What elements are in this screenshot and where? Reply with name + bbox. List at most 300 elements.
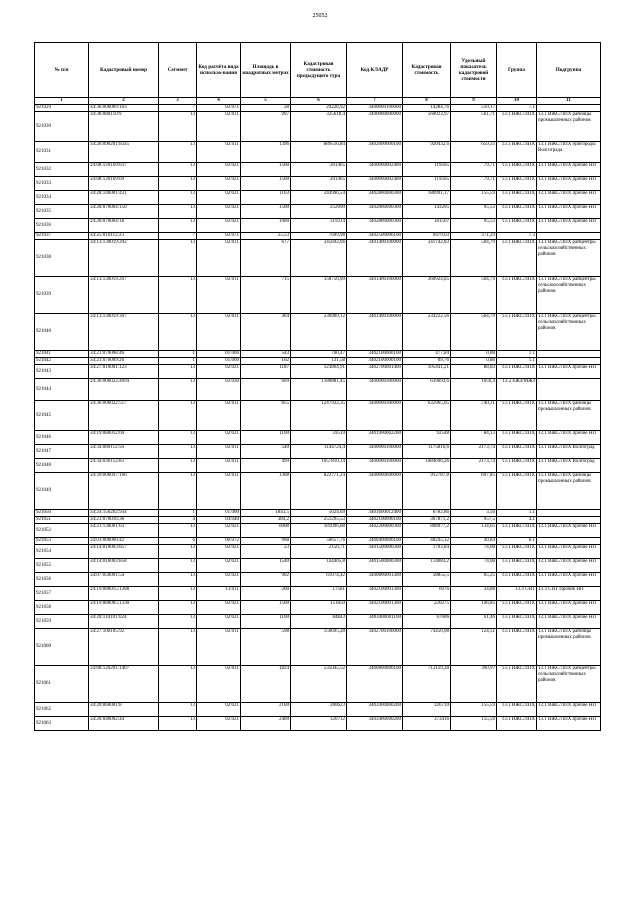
segment-cell: 13: [159, 431, 197, 445]
table-row: [35, 559, 601, 573]
cadastral-cost-cell: 14284,76: [403, 105, 451, 112]
group-cell: 7.1: [497, 105, 537, 112]
cadastral-number-cell: 34:28:070004:18: [89, 219, 159, 233]
segment-cell: 6: [159, 538, 197, 545]
specific-cost-cell: 134,65: [451, 524, 497, 538]
table-row: [35, 358, 601, 365]
row-number-cell: 921047: [35, 445, 89, 459]
subgroup-cell: [537, 517, 601, 524]
row-number-cell: 921048: [35, 459, 89, 473]
column-header: Кадастровая стоимость предыдущего тура: [291, 43, 347, 98]
usage-code-cell: 02:021: [197, 219, 241, 233]
row-number-cell: 921057: [35, 587, 89, 601]
cadastral-number-cell: 34:13:130019:297: [89, 277, 159, 314]
area-cell: 1100: [241, 431, 291, 445]
table-row: [35, 587, 601, 601]
specific-cost-cell: 561,71: [451, 112, 497, 142]
cadastral-cost-cell: 180991,17: [403, 191, 451, 205]
subgroup-cell: 13.1 ИЖС/ЛПХ прочие НП: [537, 205, 601, 219]
previous-cost-cell: 84843: [291, 615, 347, 629]
area-cell: 25,53: [241, 233, 291, 240]
column-number: 8: [403, 98, 451, 105]
previous-cost-cell: 29228,92: [291, 105, 347, 112]
group-cell: 13.1 ИЖС/ЛПХ: [497, 559, 537, 573]
table-row: [35, 205, 601, 219]
segment-cell: 13: [159, 277, 197, 314]
segment-cell: 7: [159, 105, 197, 112]
specific-cost-cell: 3,56: [451, 510, 497, 517]
previous-cost-cell: 7609,98: [291, 233, 347, 240]
cadastral-number-cell: 34:14:010003:857: [89, 545, 159, 559]
area-cell: 1500: [241, 163, 291, 177]
subgroup-cell: [537, 105, 601, 112]
cadastral-cost-cell: 1703,84: [403, 545, 451, 559]
area-cell: 23: [241, 545, 291, 559]
cadastral-cost-cell: 114083,2: [403, 559, 451, 573]
area-cell: 968: [241, 538, 291, 545]
usage-code-cell: 13:011: [197, 587, 241, 601]
previous-cost-cell: 2156,71: [291, 545, 347, 559]
subgroup-cell: 13.1 ИЖС/ЛПХ прочие НП: [537, 573, 601, 587]
segment-cell: 13: [159, 573, 197, 587]
segment-cell: 1: [159, 358, 197, 365]
table-row: [35, 573, 601, 587]
previous-cost-cell: 535045,52: [291, 666, 347, 703]
area-cell: 715: [241, 277, 291, 314]
area-cell: 609: [241, 379, 291, 401]
kladr-code-cell: 3402700100000: [347, 629, 403, 666]
table-row: [35, 510, 601, 517]
specific-cost-cell: 95,53: [451, 219, 497, 233]
usage-code-cell: 06:072: [197, 538, 241, 545]
row-number-cell: 921040: [35, 314, 89, 351]
cadastral-cost-cell: 6782,86: [403, 510, 451, 517]
usage-code-cell: 01:000: [197, 510, 241, 517]
row-number-cell: 921056: [35, 573, 89, 587]
group-cell: 13.1 ИЖС/ЛПХ: [497, 524, 537, 538]
cadastral-cost-cell: 326739: [403, 703, 451, 717]
kladr-code-cell: 3401500000300: [347, 559, 403, 573]
specific-cost-cell: 74,08: [451, 559, 497, 573]
subgroup-cell: 13.1 ИЖС/ЛПХ Волгоград: [537, 459, 601, 473]
subgroup-cell: 13.1 ИЖС/ЛПХ прочие НП: [537, 219, 601, 233]
row-number-cell: 921063: [35, 717, 89, 731]
subgroup-cell: 13.1 ИЖС/ЛПХ районцы промышленных районов: [537, 629, 601, 666]
subgroup-cell: [537, 510, 601, 517]
specific-cost-cell: 0,88: [451, 351, 497, 358]
group-cell: 13.2 ЕЖЗ/МЖЗ: [497, 379, 537, 401]
segment-cell: 13: [159, 587, 197, 601]
table-row: [35, 105, 601, 112]
table-row: [35, 314, 601, 351]
previous-cost-cell: 59510: [291, 431, 347, 445]
group-cell: 13.1 ИЖС/ЛПХ: [497, 277, 537, 314]
segment-cell: 13: [159, 445, 197, 459]
kladr-code-cell: 3400400000100: [347, 538, 403, 545]
table-row: [35, 629, 601, 666]
area-cell: 6008: [241, 524, 291, 538]
specific-cost-cell: 79,71: [451, 163, 497, 177]
row-number-cell: 921029: [35, 105, 89, 112]
usage-code-cell: 02:021: [197, 573, 241, 587]
row-number-cell: 921045: [35, 401, 89, 431]
segment-cell: 4: [159, 517, 197, 524]
kladr-code-cell: 3400000100000: [347, 105, 403, 112]
cadastral-number-cell: 34:24:150202:934: [89, 510, 159, 517]
column-header: Площадь в квадратных метрах: [241, 43, 291, 98]
kladr-code-cell: 3401600012400: [347, 510, 403, 517]
area-cell: 384,2: [241, 517, 291, 524]
segment-cell: 13: [159, 163, 197, 177]
specific-cost-cell: 390,97: [451, 666, 497, 703]
kladr-code-cell: 3402500000100: [347, 233, 403, 240]
cadastral-number-cell: 34:21:070009:26: [89, 358, 159, 365]
group-cell: 13.1 ИЖС/ЛПХ: [497, 445, 537, 459]
subgroup-cell: 13.1 ИЖС/ЛПХ райцентры сельскохозяйственных районов: [537, 314, 601, 351]
row-number-cell: 921058: [35, 601, 89, 615]
area-cell: 1163: [241, 191, 291, 205]
area-cell: 2400: [241, 717, 291, 731]
cadastral-number-cell: 34:13:130019:307: [89, 314, 159, 351]
cadastral-cost-cell: 1175816,6: [403, 445, 451, 459]
table-row: [35, 601, 601, 615]
kladr-code-cell: 3400000002400: [347, 163, 403, 177]
usage-code-cell: 02:011: [197, 445, 241, 459]
previous-cost-cell: 131,58: [291, 358, 347, 365]
previous-cost-cell: 123864,91: [291, 365, 347, 379]
cadastral-number-cell: 34:27:100105:92: [89, 629, 159, 666]
specific-cost-cell: 65,25: [451, 573, 497, 587]
cadastral-cost-cell: 808977,2: [403, 524, 451, 538]
row-number-cell: 921055: [35, 559, 89, 573]
area-cell: 1500: [241, 205, 291, 219]
specific-cost-cell: 146,85: [451, 601, 497, 615]
column-header: № п/п: [35, 43, 89, 98]
cadastral-number-cell: 34:08:120109:637: [89, 163, 159, 177]
area-cell: 1540: [241, 559, 291, 573]
row-number-cell: 921034: [35, 191, 89, 205]
cadastral-cost-cell: 220275: [403, 601, 451, 615]
row-number-cell: 921062: [35, 703, 89, 717]
column-number: 4: [197, 98, 241, 105]
specific-cost-cell: 61,46: [451, 615, 497, 629]
segment-cell: 13: [159, 459, 197, 473]
group-cell: 13.1 ИЖС/ЛПХ: [497, 717, 537, 731]
column-number: 6: [291, 98, 347, 105]
kladr-code-cell: 3402100000100: [347, 358, 403, 365]
cadastral-cost-cell: 1084696,26: [403, 459, 451, 473]
usage-code-cell: 02:071: [197, 233, 241, 240]
area-cell: 1308: [241, 473, 291, 510]
row-number-cell: 921031: [35, 142, 89, 163]
subgroup-cell: 13.1 ИЖС/ЛПХ пригороды Волгограда: [537, 142, 601, 163]
area-cell: 28: [241, 105, 291, 112]
group-cell: 13.1 ИЖС/ЛПХ: [497, 629, 537, 666]
previous-cost-cell: 151850: [291, 601, 347, 615]
cadastral-cost-cell: 48245,12: [403, 538, 451, 545]
area-cell: 540: [241, 445, 291, 459]
segment-cell: 13: [159, 703, 197, 717]
cadastral-number-cell: 34:26:090201:8345: [89, 142, 159, 163]
group-cell: 1.1: [497, 351, 537, 358]
cadastral-number-cell: 34:34:080112:50: [89, 445, 159, 459]
cadastral-number-cell: 34:21:070008:46: [89, 351, 159, 358]
usage-code-cell: 02:011: [197, 277, 241, 314]
table-row: [35, 277, 601, 314]
specific-cost-cell: 155,59: [451, 703, 497, 717]
cadastral-cost-cell: 920432,6: [403, 142, 451, 163]
cadastral-number-cell: 34:38:080110:9: [89, 112, 159, 142]
specific-cost-cell: 371,29: [451, 233, 497, 240]
row-number-cell: 921049: [35, 473, 89, 510]
subgroup-cell: 13.1 ИЖС/ЛПХ райцентры сельскохозяйственных районов: [537, 277, 601, 314]
previous-cost-cell: 17581: [291, 587, 347, 601]
segment-cell: 13: [159, 559, 197, 573]
cadastral-number-cell: 34:36:000009:103: [89, 105, 159, 112]
specific-cost-cell: 95,53: [451, 205, 497, 219]
cadastral-number-cell: 34:28:070004:150: [89, 205, 159, 219]
subgroup-cell: 13.1 ИЖС/ЛПХ райцентры сельскохозяйственных районов: [537, 666, 601, 703]
kladr-code-cell: 3402100001300: [347, 587, 403, 601]
specific-cost-cell: 697,85: [451, 473, 497, 510]
group-cell: 13.1 ИЖС/ЛПХ: [497, 163, 537, 177]
group-cell: 13.1 ИЖС/ЛПХ: [497, 219, 537, 233]
group-cell: 13.1 ИЖС/ЛПХ: [497, 545, 537, 559]
subgroup-cell: 13.1 ИЖС/ЛПХ районцы промышленных районов: [537, 112, 601, 142]
subgroup-cell: [537, 358, 601, 365]
subgroup-cell: 13.1 ИЖС/ЛПХ прочие НП: [537, 524, 601, 538]
kladr-code-cell: 3400000300000: [347, 401, 403, 431]
table-row: [35, 524, 601, 538]
area-cell: 1500: [241, 601, 291, 615]
group-cell: 13.1 ИЖС/ЛПХ: [497, 112, 537, 142]
cadastral-cost-cell: 367871,2: [403, 517, 451, 524]
row-number-cell: 921039: [35, 277, 89, 314]
row-number-cell: 921042: [35, 358, 89, 365]
column-header: Подгруппа: [537, 43, 601, 98]
segment-cell: 13: [159, 191, 197, 205]
subgroup-cell: 13.1 ИЖС/ЛПХ райцентры сельскохозяйственных районов: [537, 240, 601, 277]
usage-code-cell: 02:011: [197, 473, 241, 510]
segment-cell: 13: [159, 205, 197, 219]
column-header: Кадастровая стоимость: [403, 43, 451, 98]
table-row: [35, 431, 601, 445]
previous-cost-cell: 1057810,14: [291, 459, 347, 473]
usage-code-cell: 02:021: [197, 163, 241, 177]
segment-cell: 13: [159, 666, 197, 703]
table-body: [35, 105, 601, 731]
cadastral-number-cell: 34:20:060001:8: [89, 703, 159, 717]
kladr-code-cell: 3402800000300: [347, 205, 403, 219]
previous-cost-cell: 201465: [291, 177, 347, 191]
area-cell: 902: [241, 573, 291, 587]
row-number-cell: 921052: [35, 524, 89, 538]
subgroup-cell: 13.1 ИЖС/ЛПХ районцы промышленных районов: [537, 401, 601, 431]
usage-code-cell: 02:011: [197, 666, 241, 703]
area-cell: 1396: [241, 142, 291, 163]
subgroup-cell: [537, 351, 601, 358]
cadastral-cost-cell: 67606: [403, 615, 451, 629]
row-number-cell: 921054: [35, 545, 89, 559]
segment-cell: 7: [159, 233, 197, 240]
subgroup-cell: 13.1 ИЖС/ЛПХ прочие НП: [537, 601, 601, 615]
usage-code-cell: 01:000: [197, 358, 241, 365]
segment-cell: 13: [159, 142, 197, 163]
area-cell: 200: [241, 587, 291, 601]
segment-cell: 13: [159, 545, 197, 559]
segment-cell: 13: [159, 314, 197, 351]
usage-code-cell: 02:021: [197, 601, 241, 615]
previous-cost-cell: 325618,4: [291, 112, 347, 142]
segment-cell: 13: [159, 717, 197, 731]
group-cell: 13.1 ИЖС/ЛПХ: [497, 191, 537, 205]
specific-cost-cell: 124,51: [451, 629, 497, 666]
group-cell: 13.1 ИЖС/ЛПХ: [497, 601, 537, 615]
cadastral-number-cell: 34:07:050001:54: [89, 573, 159, 587]
cadastral-number-cell: 34:19:080015:1288: [89, 587, 159, 601]
previous-cost-cell: 1247932,35: [291, 401, 347, 431]
previous-cost-cell: 181096,88: [291, 524, 347, 538]
subgroup-cell: 13.1 ИЖС/ЛПХ прочие НП: [537, 559, 601, 573]
table-row: [35, 219, 601, 233]
kladr-code-cell: 3403400000200: [347, 717, 403, 731]
specific-cost-cell: 504,79: [451, 314, 497, 351]
cadastral-cost-cell: 74456,98: [403, 629, 451, 666]
group-cell: 13.1 ИЖС/ЛПХ: [497, 473, 537, 510]
cadastral-cost-cell: 92548: [403, 431, 451, 445]
header-row: [35, 43, 601, 98]
segment-cell: 13: [159, 219, 197, 233]
cadastral-number-cell: 34:14:010003:858: [89, 559, 159, 573]
cadastral-number-cell: 34:21:070016:36: [89, 517, 159, 524]
kladr-code-cell: 3401400100000: [347, 277, 403, 314]
table-row: [35, 351, 601, 358]
group-cell: 13.1 ИЖС/ЛПХ: [497, 615, 537, 629]
usage-code-cell: 02:011: [197, 112, 241, 142]
cadastral-number-cell: 34:39:000047:166: [89, 473, 159, 510]
column-header: Кадастровый номер: [89, 43, 159, 98]
subgroup-cell: 13.1 ИЖС/ЛПХ прочие НП: [537, 365, 601, 379]
cadastral-cost-cell: 105441,21: [403, 365, 451, 379]
previous-cost-cell: 201465: [291, 163, 347, 177]
specific-cost-cell: 0,88: [451, 358, 497, 365]
cadastral-cost-cell: 360924,85: [403, 277, 451, 314]
row-number-cell: 921041: [35, 351, 89, 358]
kladr-code-cell: 3402200000300: [347, 524, 403, 538]
kladr-code-cell: 3400800000100: [347, 666, 403, 703]
area-cell: 1100: [241, 615, 291, 629]
specific-cost-cell: 510,17: [451, 105, 497, 112]
table-row: [35, 545, 601, 559]
table-row: [35, 459, 601, 473]
kladr-code-cell: 3401900002200: [347, 431, 403, 445]
previous-cost-cell: 822771,24: [291, 473, 347, 510]
cadastral-number-cell: 34:19:080012:69: [89, 431, 159, 445]
column-number: 5: [241, 98, 291, 105]
usage-code-cell: 02:021: [197, 717, 241, 731]
kladr-code-cell: 3401500000300: [347, 545, 403, 559]
row-number-cell: 921061: [35, 666, 89, 703]
usage-code-cell: 02:011: [197, 142, 241, 163]
cadastral-cost-cell: 6976: [403, 587, 451, 601]
area-cell: 464: [241, 314, 291, 351]
kladr-code-cell: 3400000100000: [347, 445, 403, 459]
cadastral-number-cell: 34:21:130001:63: [89, 524, 159, 538]
cadastral-number-cell: 34:08:120201:1407: [89, 666, 159, 703]
kladr-code-cell: 3402600000100: [347, 142, 403, 163]
usage-code-cell: 02:021: [197, 524, 241, 538]
specific-cost-cell: 504,79: [451, 277, 497, 314]
table-row: [35, 517, 601, 524]
usage-code-cell: 02:011: [197, 401, 241, 431]
table-row: [35, 615, 601, 629]
specific-cost-cell: 659,33: [451, 142, 497, 163]
cadastral-table: [34, 42, 601, 731]
group-cell: 13.1 ИЖС/ЛПХ: [497, 205, 537, 219]
table-row: [35, 177, 601, 191]
specific-cost-cell: 74,08: [451, 545, 497, 559]
previous-cost-cell: 1180881,45: [291, 379, 347, 401]
kladr-code-cell: 3401400100000: [347, 240, 403, 277]
group-cell: 13.1 ИЖС/ЛПХ: [497, 431, 537, 445]
subgroup-cell: 13.1 ИЖС/ЛПХ прочие НП: [537, 177, 601, 191]
area-cell: 2100: [241, 703, 291, 717]
usage-code-cell: 02:021: [197, 703, 241, 717]
cadastral-number-cell: 34:25:010112:23: [89, 233, 159, 240]
usage-code-cell: 02:021: [197, 559, 241, 573]
specific-cost-cell: 740,31: [451, 401, 497, 431]
segment-cell: 13: [159, 524, 197, 538]
subgroup-cell: 13.1 ИЖС/ЛПХ прочие НП: [537, 191, 601, 205]
subgroup-cell: 13.1 ИЖС/ЛПХ прочие НП: [537, 703, 601, 717]
usage-code-cell: 02:021: [197, 365, 241, 379]
area-cell: 1843,5: [241, 510, 291, 517]
specific-cost-cell: 49,84: [451, 538, 497, 545]
previous-cost-cell: 252090: [291, 205, 347, 219]
row-number-cell: 921030: [35, 112, 89, 142]
table-row: [35, 717, 601, 731]
cadastral-cost-cell: 58855,5: [403, 573, 451, 587]
area-cell: 1500: [241, 177, 291, 191]
cadastral-cost-cell: 713129,28: [403, 666, 451, 703]
area-cell: 499: [241, 459, 291, 473]
cadastral-number-cell: 34:20:040002:44: [89, 717, 159, 731]
subgroup-cell: 13.1 ИЖС/ЛПХ прочие НП: [537, 545, 601, 559]
previous-cost-cell: 50657,76: [291, 538, 347, 545]
page-number: 25052: [312, 13, 328, 19]
group-cell: 4.1: [497, 517, 537, 524]
segment-cell: 1: [159, 351, 197, 358]
group-cell: 13.1 ИЖС/ЛПХ: [497, 314, 537, 351]
cadastral-cost-cell: 560023,97: [403, 112, 451, 142]
group-cell: 1.1: [497, 510, 537, 517]
usage-code-cell: 02:011: [197, 459, 241, 473]
area-cell: 677: [241, 240, 291, 277]
specific-cost-cell: 1050,4: [451, 379, 497, 401]
cadastral-number-cell: 34:13:130019:292: [89, 240, 159, 277]
cadastral-cost-cell: 373416: [403, 717, 451, 731]
group-cell: 13.3 СНТ: [497, 587, 537, 601]
usage-code-cell: 02:021: [197, 615, 241, 629]
usage-code-cell: 02:021: [197, 191, 241, 205]
table-row: [35, 703, 601, 717]
subgroup-cell: [537, 379, 601, 401]
table-row: [35, 142, 601, 163]
cadastral-cost-cell: 234222,56: [403, 314, 451, 351]
cadastral-cost-cell: 639693,6: [403, 379, 451, 401]
usage-code-cell: 02:030: [197, 379, 241, 401]
group-cell: 13.1 ИЖС/ЛПХ: [497, 401, 537, 431]
